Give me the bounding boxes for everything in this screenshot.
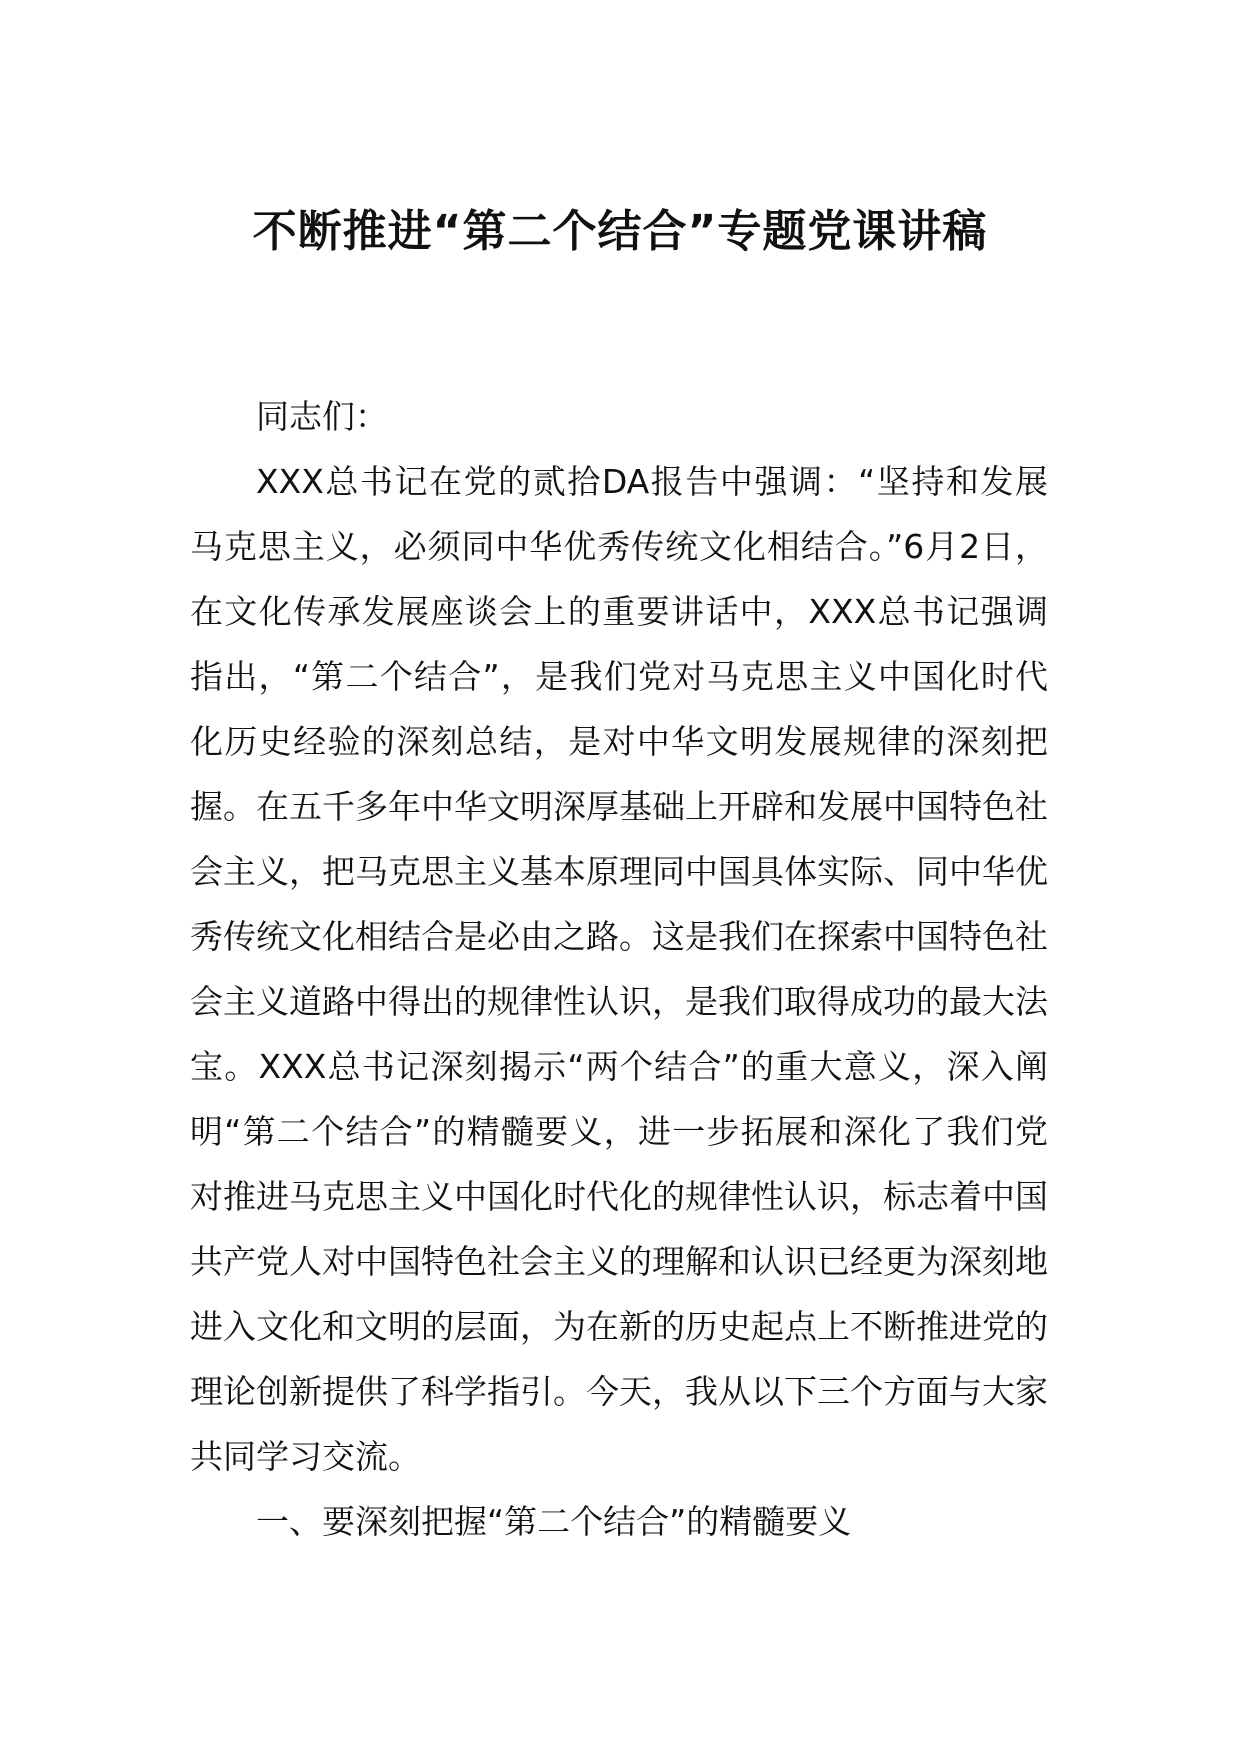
document-title: 不断推进“第二个结合”专题党课讲稿 [252, 206, 988, 257]
salutation: 同志们： [256, 397, 388, 436]
document-body [190, 384, 1048, 1554]
body-paragraph: XXX总书记在党的贰拾DA报告中强调：“坚持和发展马克思主义，必须同中华优秀传统文化相结合。”6月2日，在文化传承发展座谈会上的重要讲话中，XXX总书记强调指出，“第二个结合”，是我们党对马克思主义中国化时代化历史经验的深刻总结，是对中华文明发展规律的深刻把握。在五千多年中华文明深厚基础上开辟和发展中国特色社会主义，把马克思主义基本原理同中国具体实际、同中华优秀传统文化相结合是必由之路。这是我们在探索中国特色社会主义道路中得出的规律性认识，是我们取得成功的最大法宝。XXX总书记深刻揭示“两个结合”的重大意义，深入阐明“第二个结合”的精髓要义，进一步拓展和深化了我们党对推进马克思主义中国化时代化的规律性认识，标志着中国共产党人对中国特色社会主义的理解和认识已经更为深刻地进入文化和文明的层面，为在新的历史起点上不断推进党的理论创新提供了科学指引。今天，我从以下三个方面与大家共同学习交流。 [190, 462, 1048, 1476]
section-heading: 一、要深刻把握“第二个结合”的精髓要义 [256, 1502, 852, 1541]
